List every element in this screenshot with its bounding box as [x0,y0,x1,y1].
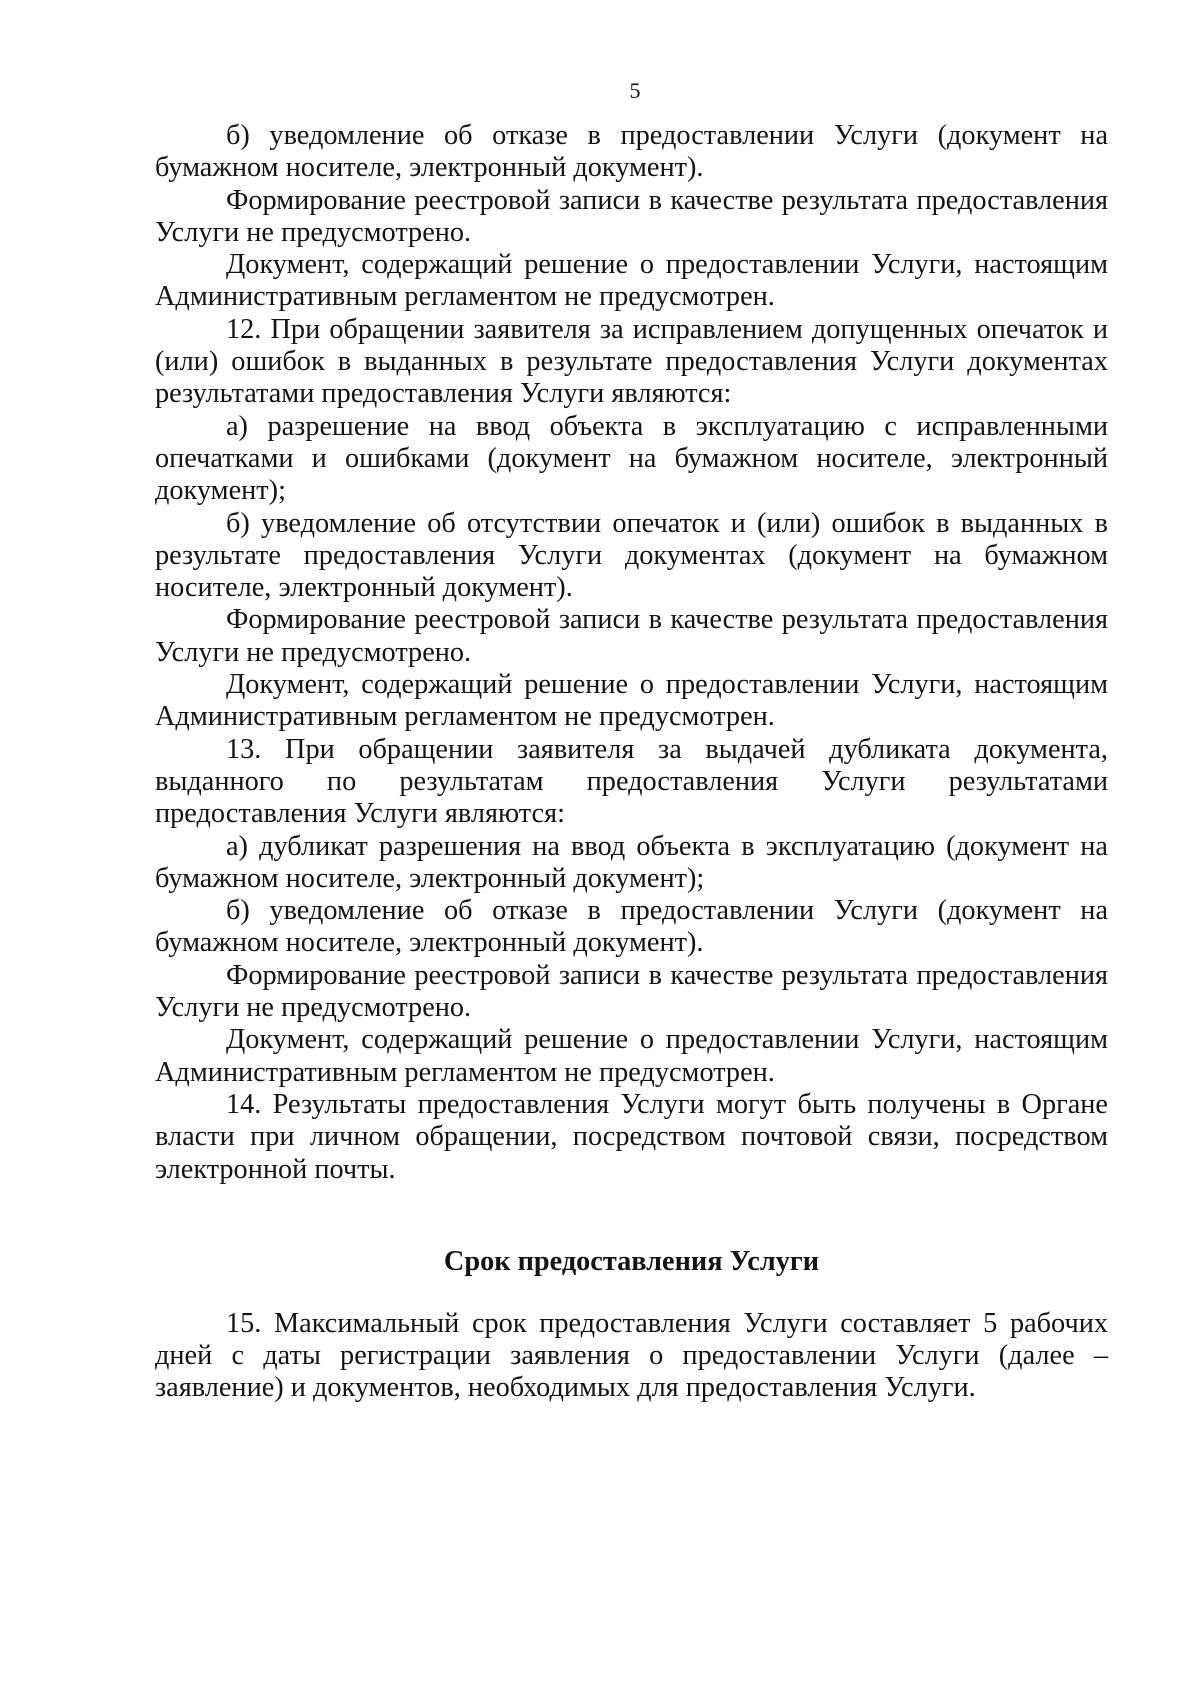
paragraph: Документ, содержащий решение о предоставлении Услуги, настоящим Административным регламентом не предусмотрен. [155,249,1108,313]
paragraph: Документ, содержащий решение о предоставлении Услуги, настоящим Административным регламентом не предусмотрен. [155,1024,1108,1088]
paragraph: 12. При обращении заявителя за исправлением допущенных опечаток и (или) ошибок в выданных в результате предоставления Услуги документах результатами предоставления Услуги являются: [155,313,1108,410]
paragraph: а) дубликат разрешения на ввод объекта в эксплуатацию (документ на бумажном носителе, электронный документ); [155,830,1108,894]
page-number: 5 [629,78,641,103]
paragraph: б) уведомление об отказе в предоставлении Услуги (документ на бумажном носителе, электронный документ). [155,120,1108,184]
paragraph: Формирование реестровой записи в качестве результата предоставления Услуги не предусмотрено. [155,959,1108,1024]
paragraph: Формирование реестровой записи в качестве результата предоставления Услуги не предусмотрено. [155,184,1108,248]
paragraph: а) разрешение на ввод объекта в эксплуатацию с исправленными опечатками и ошибками (документ на бумажном носителе, электронный документ); [155,410,1108,507]
paragraph: Формирование реестровой записи в качестве результата предоставления Услуги не предусмотрено. [155,604,1108,668]
paragraph: 14. Результаты предоставления Услуги могут быть получены в Органе власти при личном обращении, посредством почтовой связи, посредством электронной почты. [155,1088,1108,1185]
paragraph: б) уведомление об отсутствии опечаток и (или) ошибок в выданных в результате предоставления Услуги документах (документ на бумажном носителе, электронный документ). [155,507,1108,604]
section-heading: Срок предоставления Услуги [443,1245,820,1277]
paragraph: б) уведомление об отказе в предоставлении Услуги (документ на бумажном носителе, электронный документ). [155,895,1108,959]
paragraph: 13. При обращении заявителя за выдачей дубликата документа, выданного по результатам предоставления Услуги результатами предоставления Услуги являются: [155,733,1108,830]
paragraph: Документ, содержащий решение о предоставлении Услуги, настоящим Административным регламентом не предусмотрен. [155,669,1108,733]
paragraph: 15. Максимальный срок предоставления Услуги составляет 5 рабочих дней с даты регистрации заявления о предоставлении Услуги (далее – заявление) и документов, необходимых для предоставления Услуги. [155,1307,1108,1404]
document-body [155,120,1108,1405]
